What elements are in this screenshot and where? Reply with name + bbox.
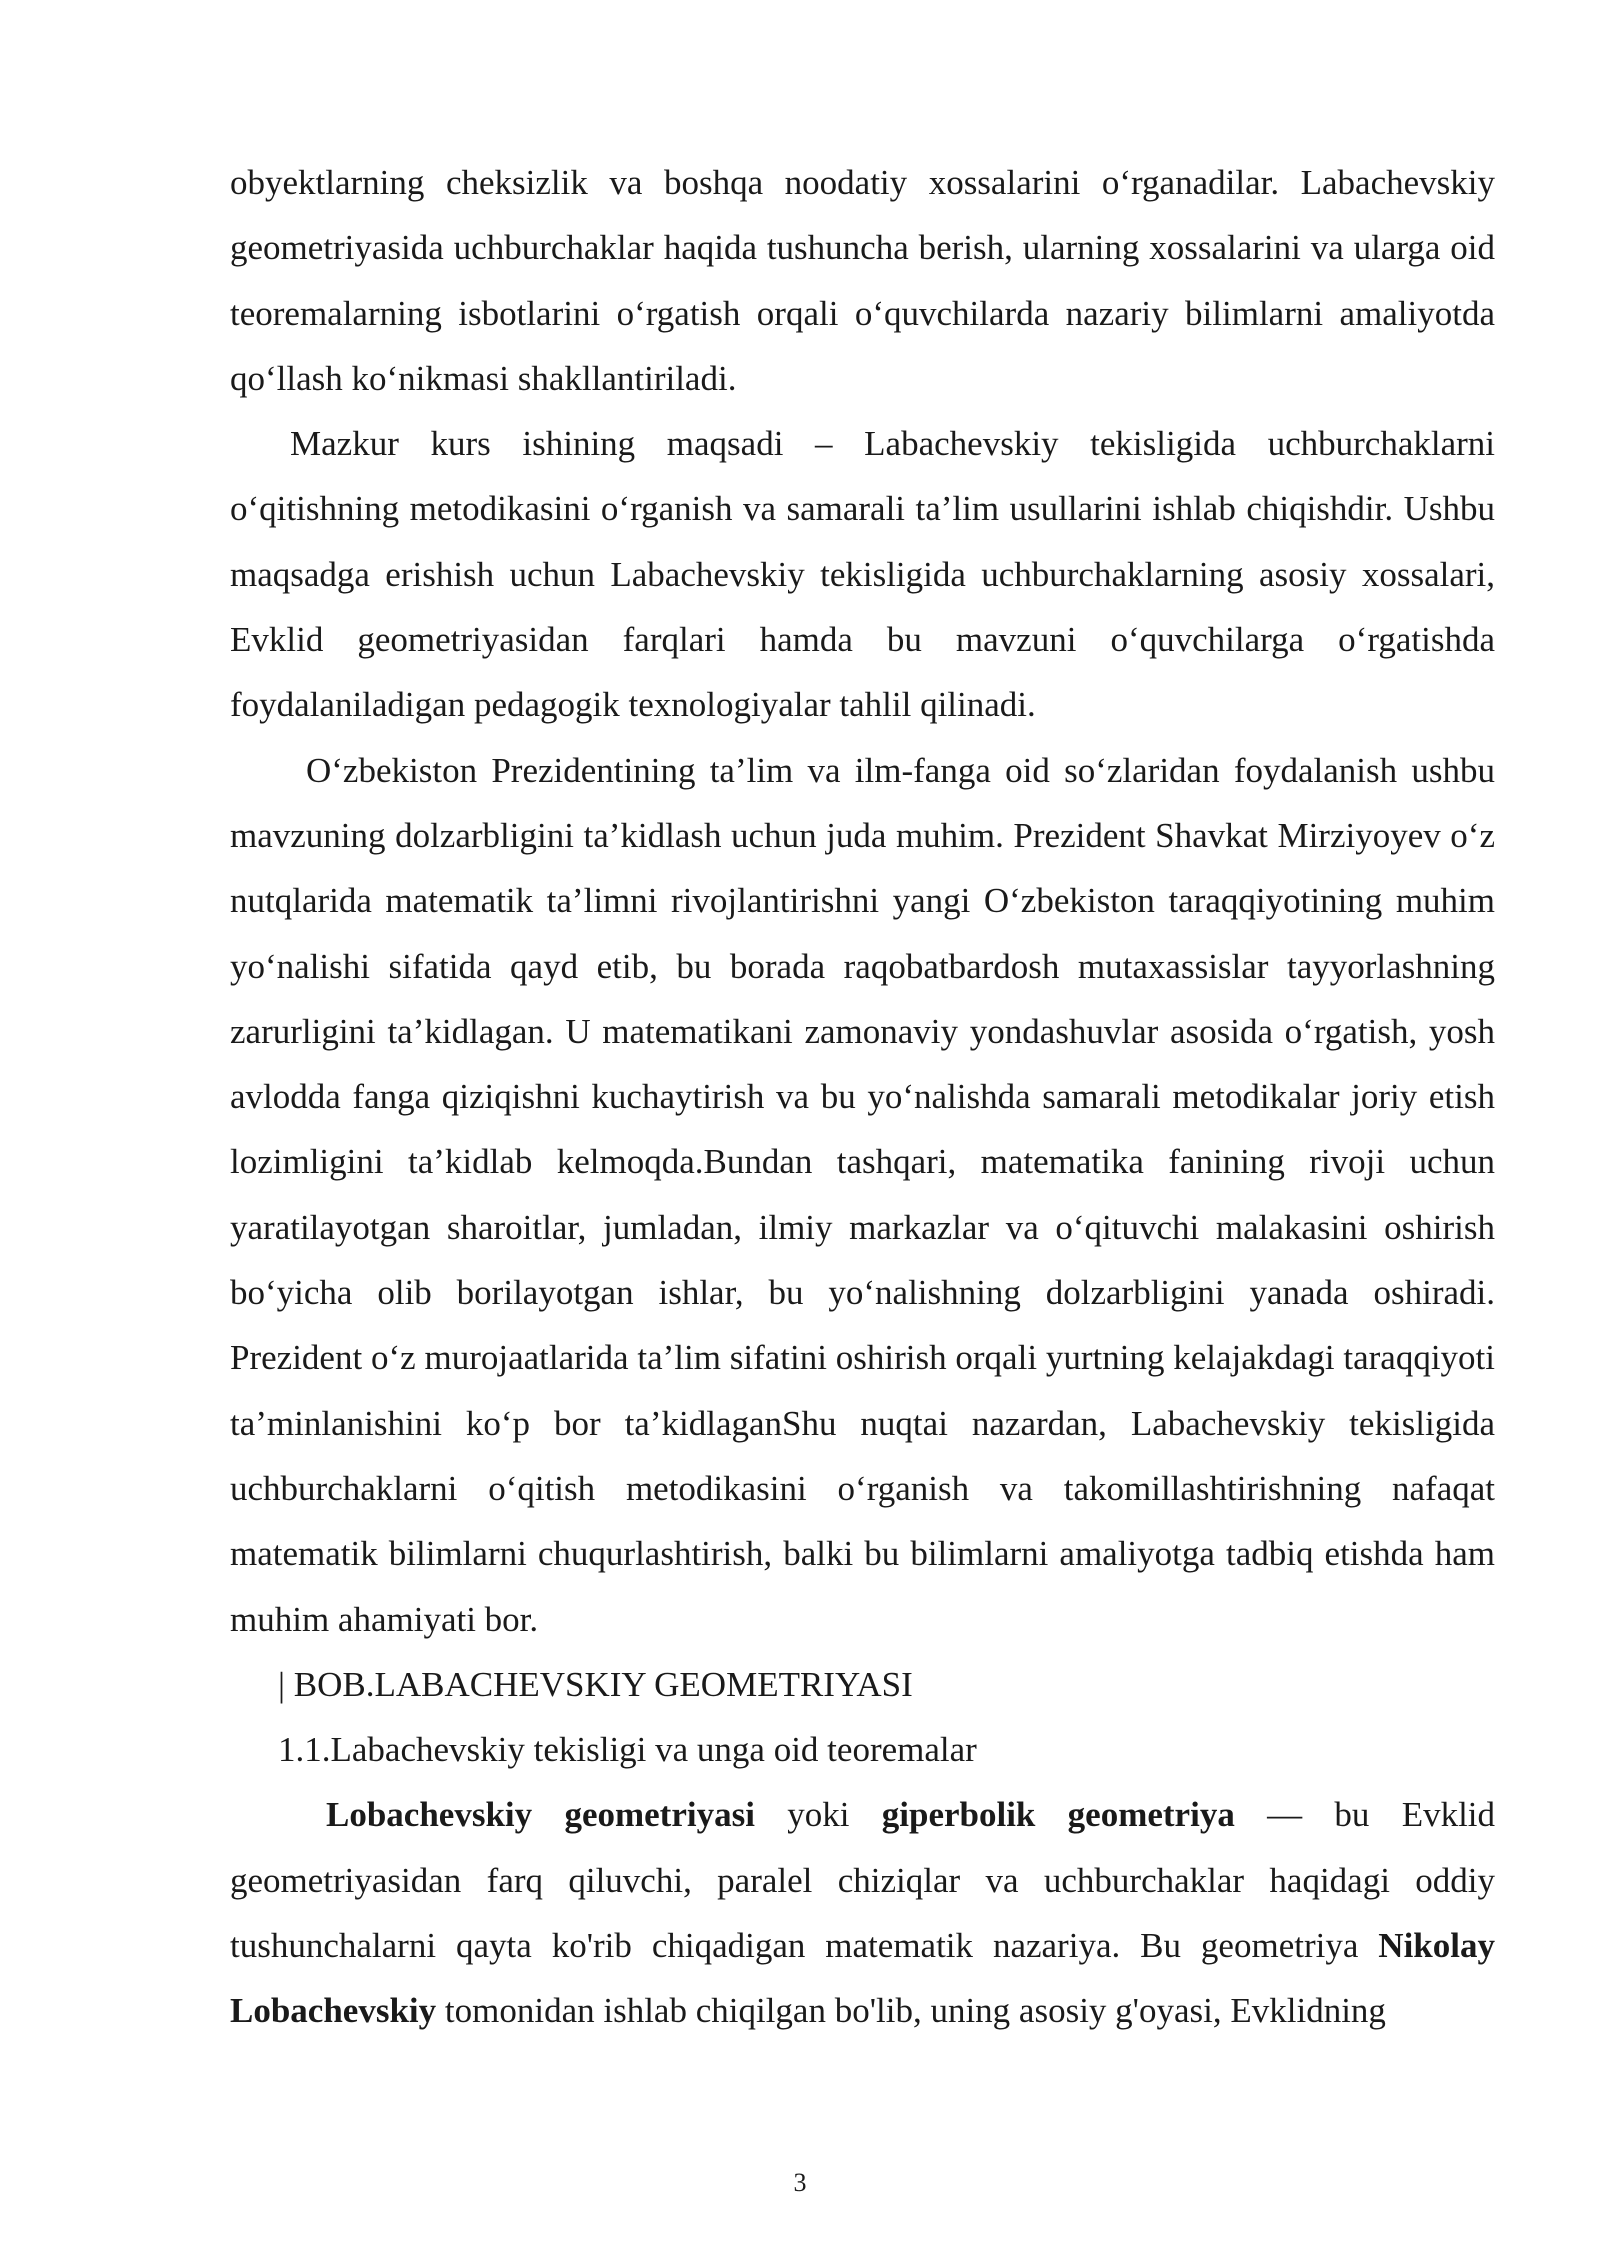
term-lobachevsky-geometry: Lobachevskiy geometriyasi (326, 1795, 755, 1835)
section-heading: 1.1.Labachevskiy tekisligi va unga oid teoremalar (278, 1730, 977, 1770)
definition-text-continued: tomonidan ishlab chiqilgan bo'lib, uning asosiy g'oyasi, Evklidning (436, 1991, 1386, 2031)
body-text (230, 150, 1495, 2044)
paragraph-lobachevsky-definition (230, 1782, 1495, 2043)
connector-text: yoki (754, 1795, 882, 1835)
page-number: 3 (793, 2168, 807, 2197)
definition-text: — bu Evklid geometriyasidan farq qiluvchi, paralel chiziqlar va uchburchaklar haqidagi oddiy tushunchalarni qayta ko'rib chiqadigan matematik nazariya. Bu geometriya (230, 1795, 1496, 1966)
person-name: Nikolay Lobachevskiy (230, 1926, 1495, 2031)
term-hyperbolic-geometry: giperbolik geometriya (881, 1795, 1235, 1835)
paragraph-intro-continuation: obyektlarning cheksizlik va boshqa noodatiy xossalarini o‘rganadilar. Labachevskiy geometriyasida uchburchaklar haqida tushuncha berish, ularning xossalarini va ularga oid teoremalarning isbotlarini o‘rgatish orqali o‘quvchilarda nazariy bilimlarni amaliyotda qo‘llash ko‘nikmasi shakllantiriladi. (230, 163, 1495, 398)
paragraph-course-goal: Mazkur kurs ishining maqsadi – Labachevskiy tekisligida uchburchaklarni o‘qitishning metodikasini o‘rganish va samarali ta’lim usullarini ishlab chiqishdir. Ushbu maqsadga erishish uchun Labachevskiy tekisligida uchburchaklarning asosiy xossalari, Evklid geometriyasidan farqlari hamda bu mavzuni o‘quvchilarga o‘rgatishda foydalaniladigan pedagogik texnologiyalar tahlil qilinadi. (230, 424, 1495, 725)
paragraph-president: O‘zbekiston Prezidentining ta’lim va ilm-fanga oid so‘zlaridan foydalanish ushbu mavzuning dolzarbligini ta’kidlash uchun juda muhim. Prezident Shavkat Mirziyoyev o‘z nutqlarida matematik ta’limni rivojlantirishni yangi O‘zbekiston taraqqiyotining muhim yo‘nalishi sifatida qayd etib, bu borada raqobatbardosh mutaxassislar tayyorlashning zarurligini ta’kidlagan. U matematikani zamonaviy yondashuvlar asosida o‘rgatish, yosh avlodda fanga qiziqishni kuchaytirish va bu yo‘nalishda samarali metodikalar joriy etish lozimligini ta’kidlab kelmoqda.Bundan tashqari, matematika fanining rivoji uchun yaratilayotgan sharoitlar, jumladan, ilmiy markazlar va o‘qituvchi malakasini oshirish bo‘yicha olib borilayotgan ishlar, bu yo‘nalishning dolzarbligini yanada oshiradi. Prezident o‘z murojaatlarida ta’lim sifatini oshirish orqali yurtning kelajakdagi taraqqiyoti ta’minlanishini ko‘p bor ta’kidlaganShu nuqtai nazardan, Labachevskiy tekisligida uchburchaklarni o‘qitish metodikasini o‘rganish va takomillashtirishning nafaqat matematik bilimlarni chuqurlashtirish, balki bu bilimlarni amaliyotga tadbiq etishda ham muhim ahamiyati bor. (230, 750, 1495, 1639)
chapter-heading: | BOB.LABACHEVSKIY GEOMETRIYASI (278, 1664, 913, 1704)
